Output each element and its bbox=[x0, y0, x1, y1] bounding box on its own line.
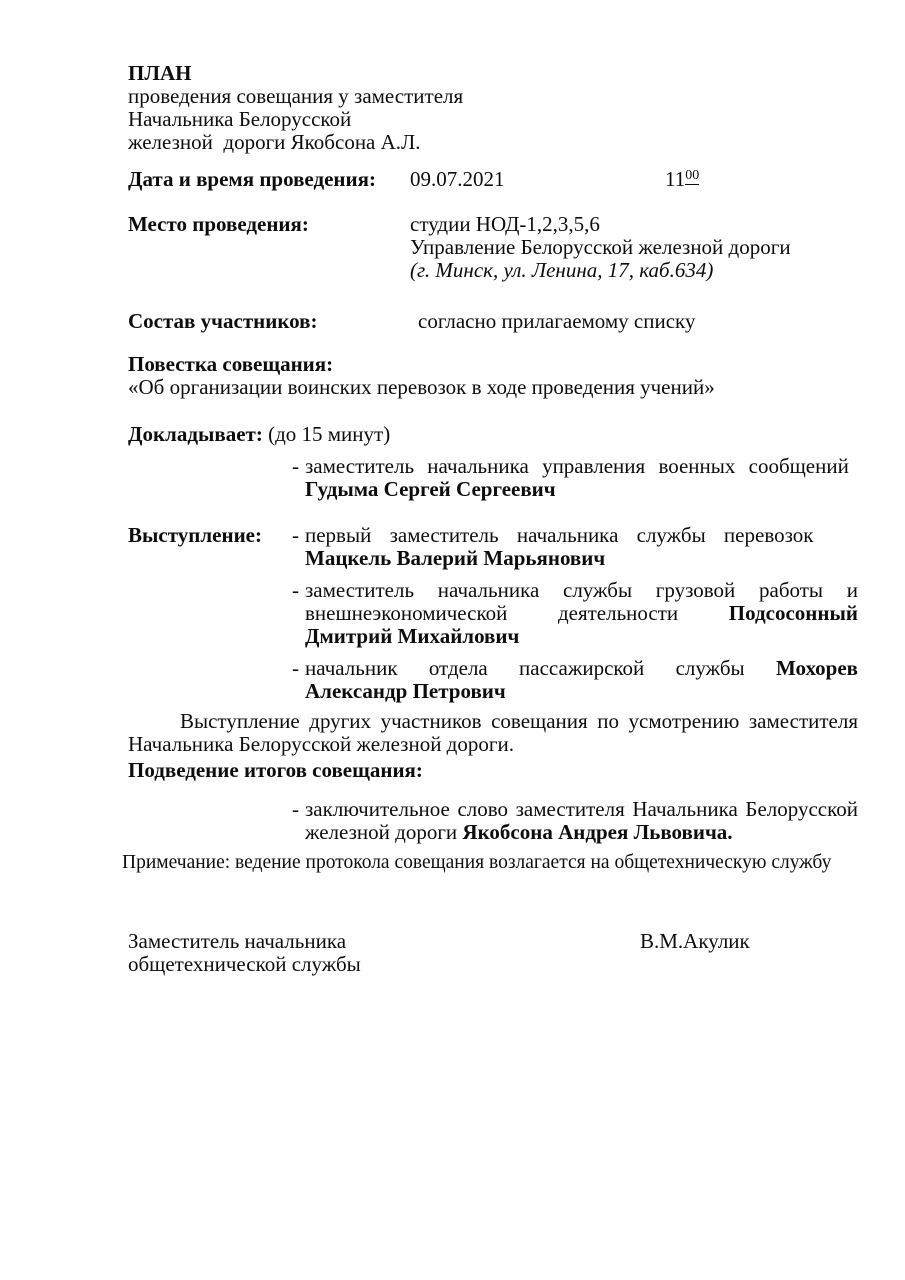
dash-marker: - bbox=[292, 578, 299, 602]
speaker-name: Подсосонный Дмитрий Михайлович bbox=[305, 601, 858, 648]
speaker-position: заместитель начальника управления военных сообщений bbox=[305, 454, 849, 478]
report-label-line bbox=[128, 423, 858, 446]
location-row bbox=[128, 213, 858, 282]
signature-position-line-2: общетехнической службы bbox=[128, 952, 361, 976]
summary-item-block bbox=[292, 798, 858, 844]
location-label: Место проведения: bbox=[128, 212, 309, 236]
report-time-limit: (до 15 минут) bbox=[268, 422, 391, 446]
location-value bbox=[410, 213, 858, 282]
report-label: Докладывает: bbox=[128, 422, 263, 446]
speaker-name: Мацкель Валерий Марьянович bbox=[305, 546, 606, 570]
dash-marker: - bbox=[292, 454, 299, 478]
signature-name: В.М.Акулик bbox=[640, 929, 750, 953]
signature-block bbox=[128, 930, 858, 976]
speaker-position: первый заместитель начальника службы перевозок bbox=[305, 523, 814, 547]
dash-marker: - bbox=[292, 523, 299, 547]
title-block bbox=[128, 62, 858, 154]
datetime-label: Дата и время проведения: bbox=[128, 167, 376, 191]
signature-position-line-1: Заместитель начальника bbox=[128, 929, 347, 953]
dash-marker: - bbox=[292, 656, 299, 680]
title-line-4: железной дороги Якобсона А.Л. bbox=[128, 130, 421, 154]
datetime-time bbox=[665, 168, 699, 191]
title-line-3: Начальника Белорусской bbox=[128, 107, 352, 131]
speaker-position: заместитель начальника службы грузовой работы и внешнеэкономической деятельности bbox=[305, 578, 858, 625]
location-line-1: студии НОД-1,2,3,5,6 bbox=[410, 212, 600, 236]
speeches-label: Выступление: bbox=[128, 523, 262, 547]
speaker-name: Гудыма Сергей Сергеевич bbox=[305, 477, 556, 501]
summary-item bbox=[292, 798, 858, 844]
datetime-row bbox=[128, 168, 858, 191]
speaker-position: начальник отдела пассажирской службы bbox=[305, 656, 745, 680]
location-line-3: (г. Минск, ул. Ленина, 17, каб.634) bbox=[410, 258, 714, 282]
time-hours: 11 bbox=[665, 167, 686, 191]
participants-row bbox=[128, 310, 858, 333]
report-section bbox=[128, 423, 858, 501]
time-minutes-superscript: 00 bbox=[685, 168, 700, 183]
agenda-text: «Об организации воинских перевозок в ходе проведения учений» bbox=[128, 375, 715, 399]
datetime-date bbox=[410, 167, 505, 191]
footnote: Примечание: ведение протокола совещания возлагается на общетехническую службу bbox=[122, 852, 832, 873]
dash-marker: - bbox=[292, 797, 299, 821]
summary-name: Якобсона Андрея Львовича. bbox=[462, 820, 733, 844]
other-speakers-note: Выступление других участников совещания по усмотрению заместителя Начальника Белорусской железной дороги. bbox=[128, 709, 858, 756]
speech-item bbox=[292, 657, 858, 703]
summary-position: заключительное слово заместителя Начальника Белорусской железной дороги bbox=[305, 797, 858, 844]
date-value: 09.07.2021 bbox=[410, 167, 505, 191]
location-line-2: Управление Белорусской железной дороги bbox=[410, 235, 791, 259]
speech-item bbox=[292, 524, 858, 570]
agenda-label: Повестка совещания: bbox=[128, 352, 334, 376]
report-speaker-block bbox=[292, 455, 858, 501]
report-speaker-item bbox=[292, 455, 858, 501]
title-line-2: проведения совещания у заместителя bbox=[128, 84, 464, 108]
agenda-section bbox=[128, 353, 858, 399]
participants-label: Состав участников: bbox=[128, 309, 318, 333]
summary-label: Подведение итогов совещания: bbox=[128, 758, 423, 782]
title-line-1: ПЛАН bbox=[128, 61, 192, 85]
speeches-list bbox=[292, 524, 858, 703]
participants-value: согласно прилагаемому списку bbox=[418, 309, 696, 333]
document-page bbox=[122, 0, 858, 976]
speaker-name: Мохорев Александр Петрович bbox=[305, 656, 858, 703]
speeches-section bbox=[128, 524, 858, 703]
speech-item bbox=[292, 579, 858, 648]
summary-section bbox=[128, 759, 858, 844]
